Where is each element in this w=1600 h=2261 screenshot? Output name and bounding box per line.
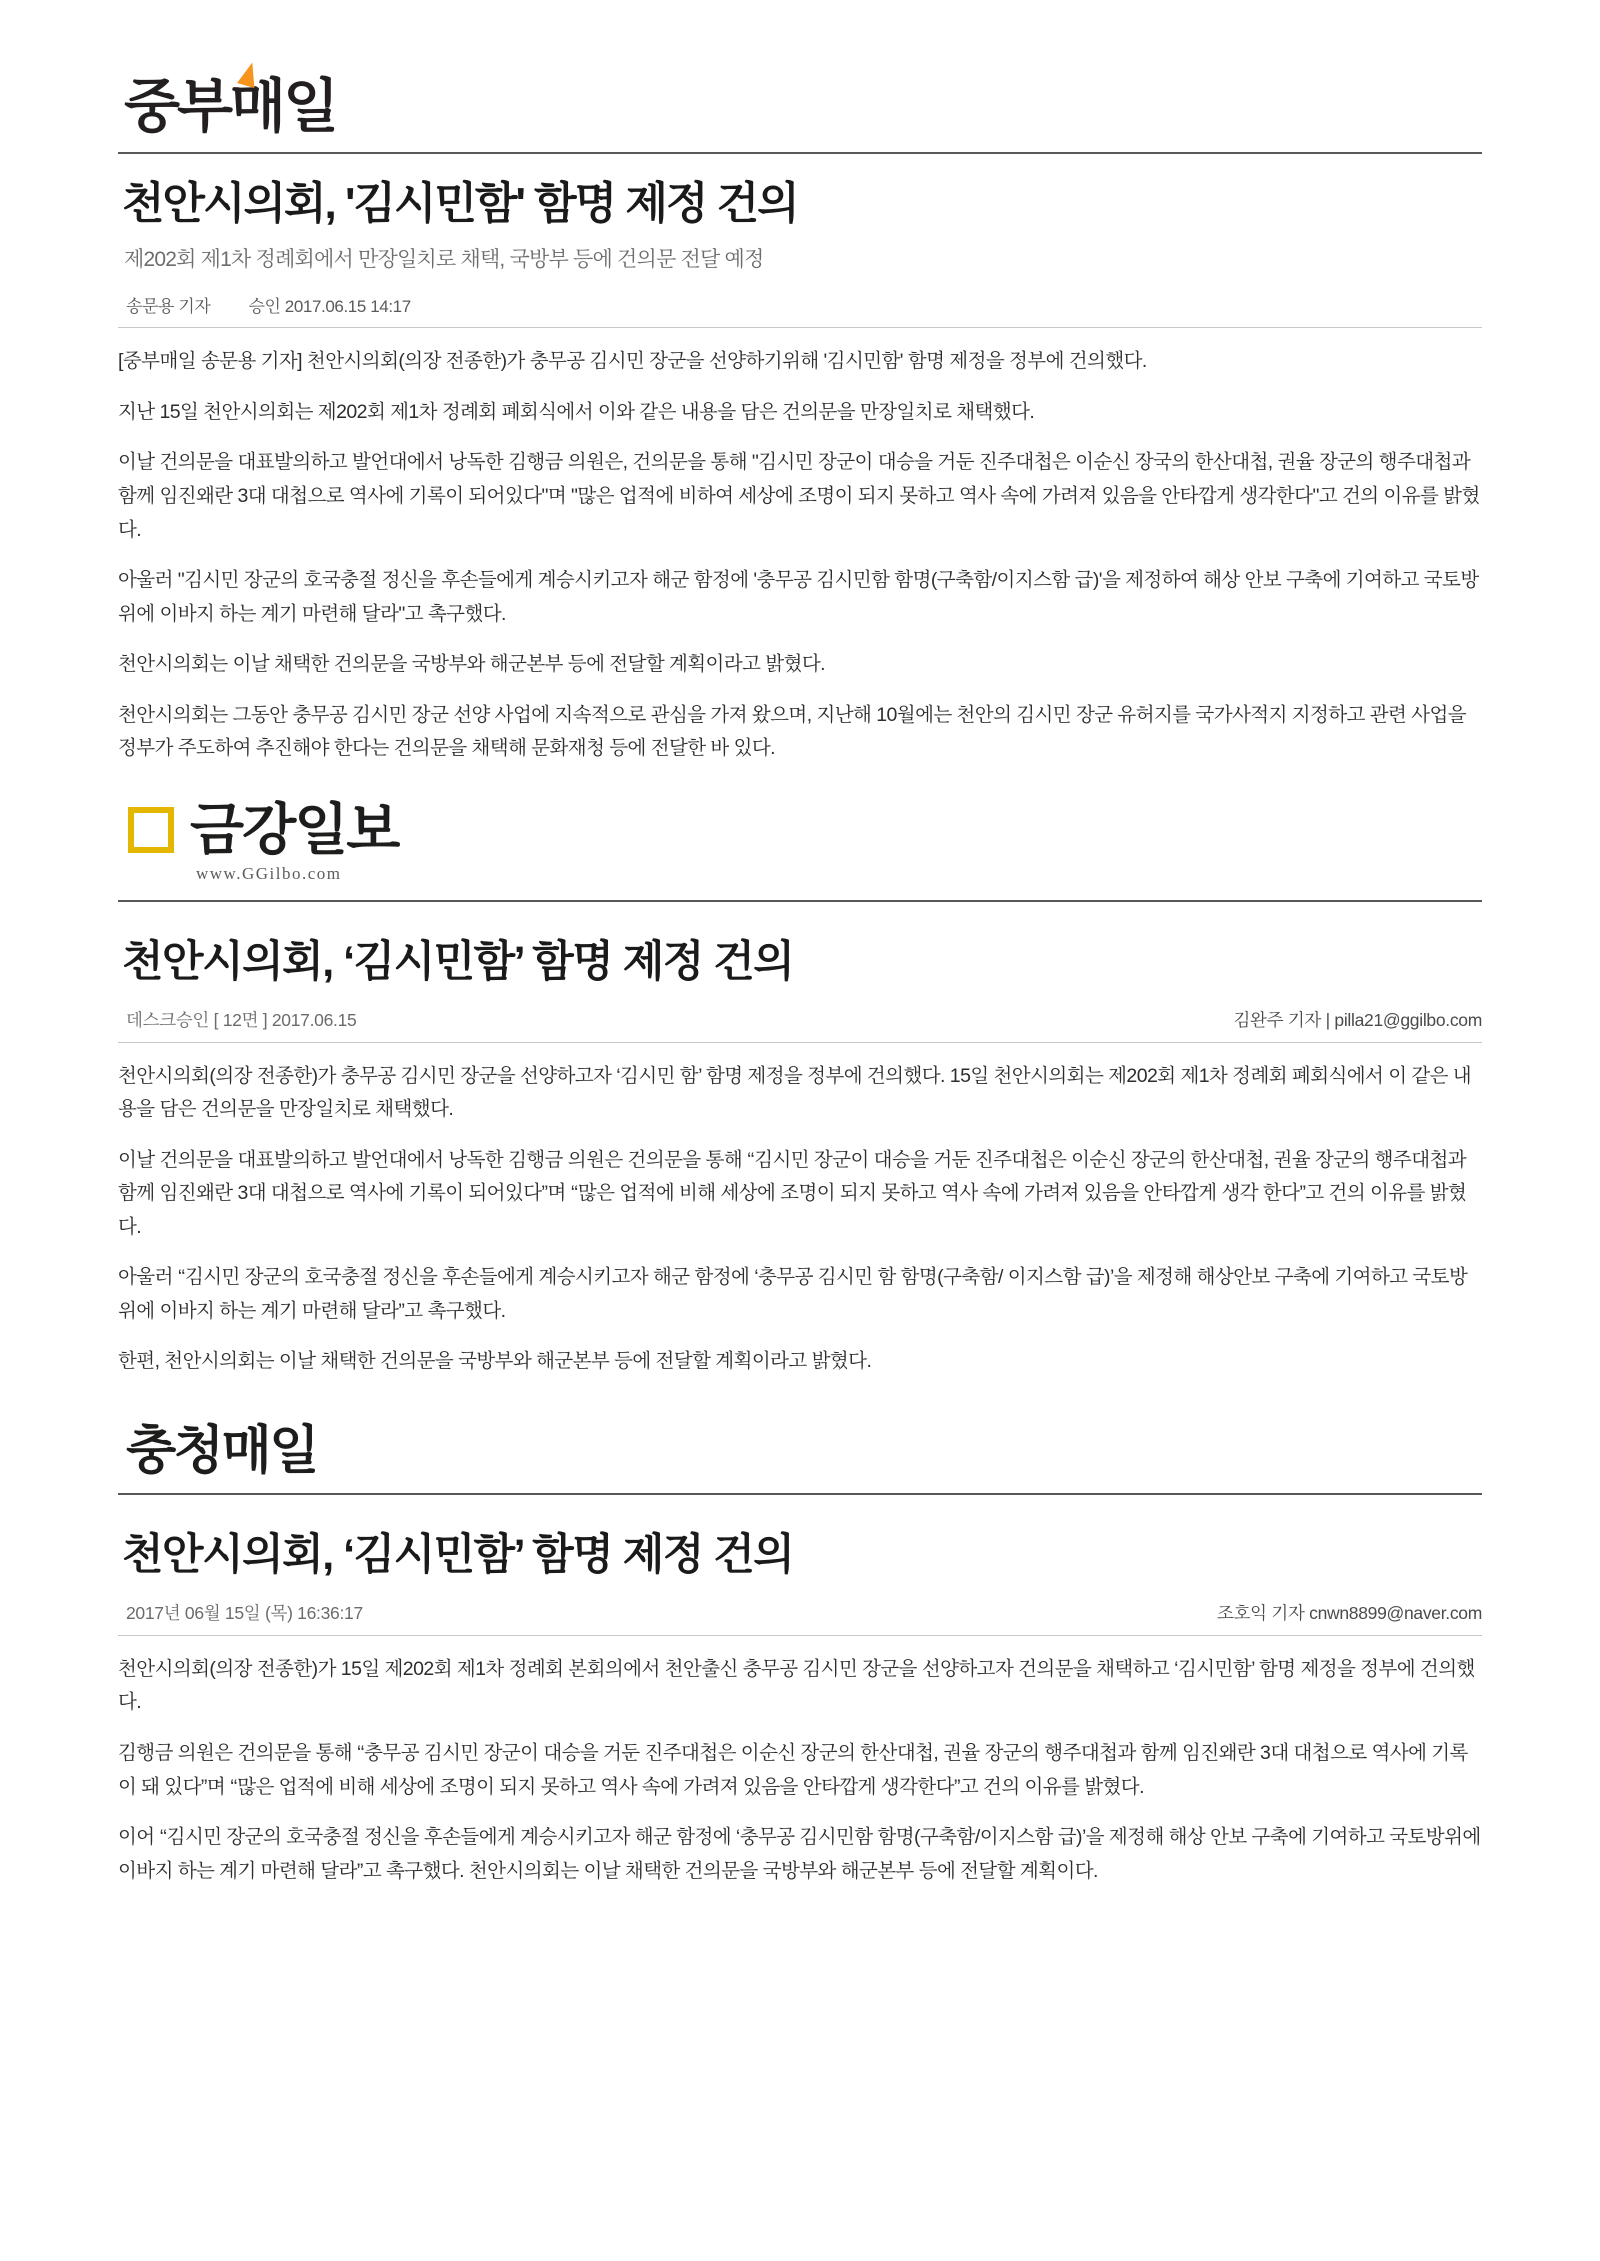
ggilbo-logo (128, 797, 1482, 861)
byline-timestamp: 승인 2017.06.15 14:17 (248, 297, 411, 317)
paragraph: 한편, 천안시의회는 이날 채택한 건의문을 국방부와 해군본부 등에 전달할 계획이라고 밝혔다. (118, 1350, 872, 1373)
byline (126, 1007, 1482, 1032)
masthead-divider (118, 152, 1482, 154)
article-chungcheong-maeil (118, 1421, 1482, 1888)
byline (126, 1600, 1482, 1625)
article-body (118, 1060, 1482, 1379)
article-joongboo-maeil (118, 74, 1482, 766)
square-outline-icon (128, 807, 174, 853)
ggilbo-logo-text: 금강일보 (190, 797, 399, 861)
chungcheong-maeil-logo (126, 1421, 1482, 1480)
paragraph: 지난 15일 천안시의회는 제202회 제1차 정례회 폐회식에서 이와 같은 내용을 담은 건의문을 만장일치로 채택했다. (118, 400, 1035, 423)
page-title: 천안시의회, ‘김시민함’ 함명 제정 건의 (122, 1530, 794, 1579)
paragraph: 이날 건의문을 대표발의하고 발언대에서 낭독한 김행금 의원은 건의문을 통해 ‘‘김시민 장군이 대승을 거둔 진주대첩은 이순신 장군의 한산대첩, 권율 장군의 행주대첩과 함께 임진왜란 3대 대첩으로 역사에 기록이 되어있다”며 ‘‘많은 업적에 비해 세상에 조명이 되지 못하고 역사 속에 가려져 있음을 안타깝게 생각 한다”고 건의 이유를 밝혔다. (118, 1148, 1467, 1238)
paragraph: 천안시의회(의장 전종한)가 충무공 김시민 장군을 선양하고자 ‘김시민 함’ 함명 제정을 정부에 건의했다. 15일 천안시의회는 제202회 제1차 정례회 폐회식에서 이 같은 내용을 담은 건의문을 만장일치로 채택했다. (118, 1064, 1472, 1121)
article-body (118, 345, 1482, 765)
joongboo-maeil-logo-text: 중부매일 (124, 74, 337, 139)
masthead-joongboo-maeil (118, 74, 1482, 139)
paragraph: 이날 건의문을 대표발의하고 발언대에서 낭독한 김행금 의원은, 건의문을 통해 "김시민 장군이 대승을 거둔 진주대첩은 이순신 장국의 한산대첩, 권율 장군의 행주대첩과 함께 임진왜란 3대 대첩으로 역사에 기록이 되어있다"며 "많은 업적에 비하여 세상에 조명이 되지 못하고 역사 속에 가려져 있음을 안타깝게 생각한다"고 건의 이유를 밝혔다. (118, 451, 1480, 541)
page-title: 천안시의회, ‘김시민함’ 함명 제정 건의 (122, 937, 794, 986)
masthead-divider (118, 900, 1482, 902)
masthead-ggilbo (128, 797, 1482, 884)
article-subhead: 제202회 제1차 정례회에서 만장일치로 채택, 국방부 등에 건의문 전달 예정 (124, 248, 764, 271)
paragraph: 아울러 ‘‘김시민 장군의 호국충절 정신을 후손들에게 계승시키고자 해군 함정에 ‘충무공 김시민 함 함명(구축함/ 이지스함 급)’을 제정해 해상안보 구축에 기여하고 국토방위에 이바지 하는 계기 마련해 달라”고 촉구했다. (118, 1266, 1468, 1322)
joongboo-maeil-logo (118, 74, 337, 139)
page-title: 천안시의회, '김시민함' 함명 제정 건의 (122, 179, 798, 228)
byline-reporter: 송문용 기자 (126, 297, 211, 317)
paragraph: [중부매일 송문용 기자] 천안시의회(의장 전종한)가 충무공 김시민 장군을 선양하기위해 '김시민함' 함명 제정을 정부에 건의했다. (118, 350, 1147, 373)
byline-divider (118, 1042, 1482, 1043)
article-body (118, 1653, 1482, 1888)
paragraph: 이어 ‘‘김시민 장군의 호국충절 정신을 후손들에게 계승시키고자 해군 함정에 ‘충무공 김시민함 함명(구축함/이지스함 급)’을 제정해 해상 안보 구축에 기여하고 국토방위에 이바지 하는 계기 마련해 달라”고 촉구했다. 천안시의회는 이날 채택한 건의문을 국방부와 해군본부 등에 전달할 계획이다. (118, 1826, 1481, 1882)
ggilbo-logo-url: www.GGilbo.com (196, 863, 342, 883)
byline-divider (118, 327, 1482, 328)
masthead-divider (118, 1493, 1482, 1495)
article-ggilbo (118, 797, 1482, 1379)
byline-reporter: 김완주 기자 | pilla21@ggilbo.com (1233, 1009, 1482, 1030)
paragraph: 천안시의회는 그동안 충무공 김시민 장군 선양 사업에 지속적으로 관심을 가져 왔으며, 지난해 10월에는 천안의 김시민 장군 유허지를 국가사적지 지정하고 관련 사업을 정부가 주도하여 추진해야 한다는 건의문을 채택해 문화재청 등에 전달한 바 있다. (118, 703, 1467, 760)
paragraph: 천안시의회(의장 전종한)가 15일 제202회 제1차 정례회 본회의에서 천안출신 충무공 김시민 장군을 선양하고자 건의문을 채택하고 ‘김시민함’ 함명 제정을 정부에 건의했다. (118, 1657, 1475, 1714)
byline-divider (118, 1635, 1482, 1636)
paragraph: 김행금 의원은 건의문을 통해 ‘‘충무공 김시민 장군이 대승을 거둔 진주대첩은 이순신 장군의 한산대첩, 권율 장군의 행주대첩과 함께 임진왜란 3대 대첩으로 역사에 기록이 돼 있다”며 ‘‘많은 업적에 비해 세상에 조명이 되지 못하고 역사 속에 가려져 있음을 안타깝게 생각한다”고 건의 이유를 밝혔다. (118, 1742, 1468, 1798)
byline-timestamp: 데스크승인 [ 12면 ] 2017.06.15 (126, 1009, 357, 1030)
byline-timestamp: 2017년 06월 15일 (목) 16:36:17 (126, 1602, 363, 1623)
byline-reporter: 조호익 기자 cnwn8899@naver.com (1216, 1602, 1482, 1623)
paragraph: 아울러 "김시민 장군의 호국충절 정신을 후손들에게 계승시키고자 해군 함정에 '충무공 김시민함 함명(구축함/이지스함 급)'을 제정하여 해상 안보 구축에 기여하고 국토방위에 이바지 하는 계기 마련해 달라"고 촉구했다. (118, 569, 1479, 625)
paragraph: 천안시의회는 이날 채택한 건의문을 국방부와 해군본부 등에 전달할 계획이라고 밝혔다. (118, 653, 826, 676)
chungcheong-maeil-logo-text: 충청매일 (126, 1421, 317, 1480)
byline (126, 292, 1482, 317)
